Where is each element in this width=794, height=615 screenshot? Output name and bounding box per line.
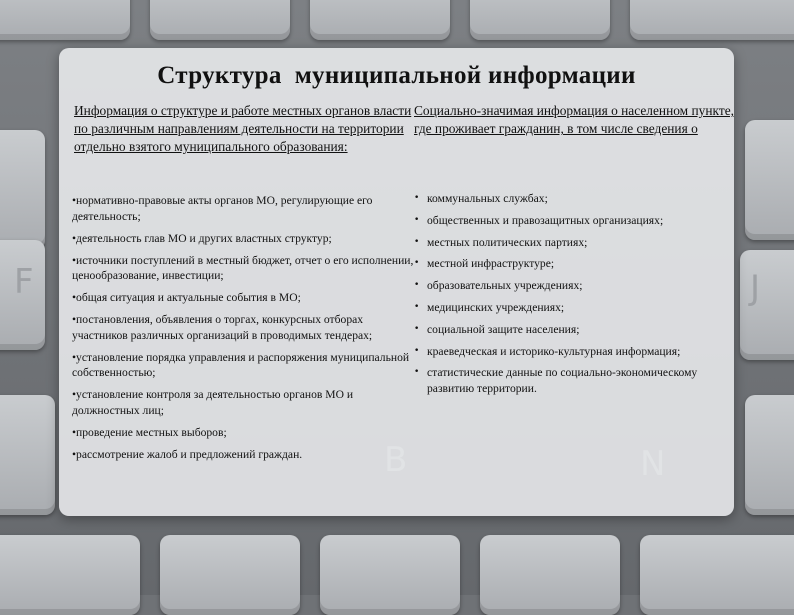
- list-item: •проведение местных выборов;: [72, 425, 227, 439]
- bullet-icon: •: [414, 323, 420, 334]
- content-card: [59, 48, 734, 516]
- list-item: •деятельность глав МО и других властных структур;: [72, 231, 332, 245]
- bullet-icon: •: [414, 236, 420, 247]
- left-column-list: [72, 193, 420, 469]
- keyboard-key: [640, 535, 794, 615]
- bullet-icon: •: [414, 214, 420, 225]
- list-item: [414, 344, 734, 360]
- list-item: [414, 278, 734, 294]
- list-item-text: образовательных учреждениях;: [427, 279, 583, 293]
- list-item: [414, 256, 734, 272]
- list-item: •общая ситуация и актуальные события в МО;: [72, 291, 301, 304]
- bullet-icon: •: [414, 367, 420, 378]
- list-item-text: медицинских учреждениях;: [427, 300, 565, 314]
- list-item: •источники поступлений в местный бюджет, отчет о его исполнении, ценообразование, инвестиции;: [72, 253, 414, 282]
- list-item: [414, 300, 734, 316]
- bullet-icon: •: [414, 280, 420, 291]
- key-letter-f: F: [14, 262, 34, 302]
- list-item: [414, 213, 734, 229]
- keyboard-key: [310, 0, 450, 40]
- list-item: •нормативно-правовые акты органов МО, регулирующие его деятельность;: [72, 194, 373, 223]
- list-item: •постановления, объявления о торгах, конкурсных отборах участников различных организаций в проводимых тендерах;: [72, 313, 373, 342]
- key-letter-j: J: [750, 268, 761, 308]
- list-item-text: местных политических партиях;: [427, 235, 588, 249]
- keyboard-key: [160, 535, 300, 615]
- right-column-list: [414, 191, 734, 403]
- keyboard-key: [470, 0, 610, 40]
- right-column-header: Социально-значимая информация о населенном пункте, где проживает гражданин, в том числе сведения о: [414, 103, 735, 137]
- page-title: Структура муниципальной информации: [157, 62, 636, 89]
- keyboard-key: [320, 535, 460, 615]
- list-item-text: коммунальных службах;: [427, 192, 548, 205]
- list-item: •установление порядка управления и распоряжения муниципальной собственностью;: [72, 350, 410, 379]
- list-item: [414, 191, 734, 207]
- keyboard-key: [630, 0, 794, 40]
- keyboard-key: [0, 130, 45, 250]
- list-item: •установление контроля за деятельностью органов МО и должностных лиц;: [72, 388, 354, 417]
- list-item: [414, 235, 734, 251]
- keyboard-key: [0, 395, 55, 515]
- list-item-text: общественных и правозащитных организациях;: [427, 213, 664, 227]
- keyboard-key: [150, 0, 290, 40]
- keyboard-key: [0, 0, 130, 40]
- list-item-text: местной инфраструктуре;: [427, 257, 555, 271]
- list-item-text: статистические данные по социально-экономическому развитию территории.: [427, 366, 698, 395]
- keyboard-key: [0, 535, 140, 615]
- list-item-text: социальной защите населения;: [427, 322, 580, 336]
- list-item: •рассмотрение жалоб и предложений граждан.: [72, 447, 303, 461]
- left-column-header: Информация о структуре и работе местных органов власти по различным направлениям деятельности на территории отдельно взятого муниципального образования:: [74, 103, 412, 155]
- bullet-icon: •: [414, 258, 420, 269]
- bullet-icon: •: [414, 301, 420, 312]
- list-item: [414, 365, 734, 396]
- list-item-text: краеведческая и историко-культурная информация;: [427, 344, 681, 358]
- list-item: [414, 322, 734, 338]
- keyboard-key: [740, 250, 794, 360]
- keyboard-key: [480, 535, 620, 615]
- bullet-icon: •: [414, 345, 420, 356]
- bullet-icon: •: [414, 193, 420, 203]
- keyboard-key: [745, 120, 794, 240]
- keyboard-key: [745, 395, 794, 515]
